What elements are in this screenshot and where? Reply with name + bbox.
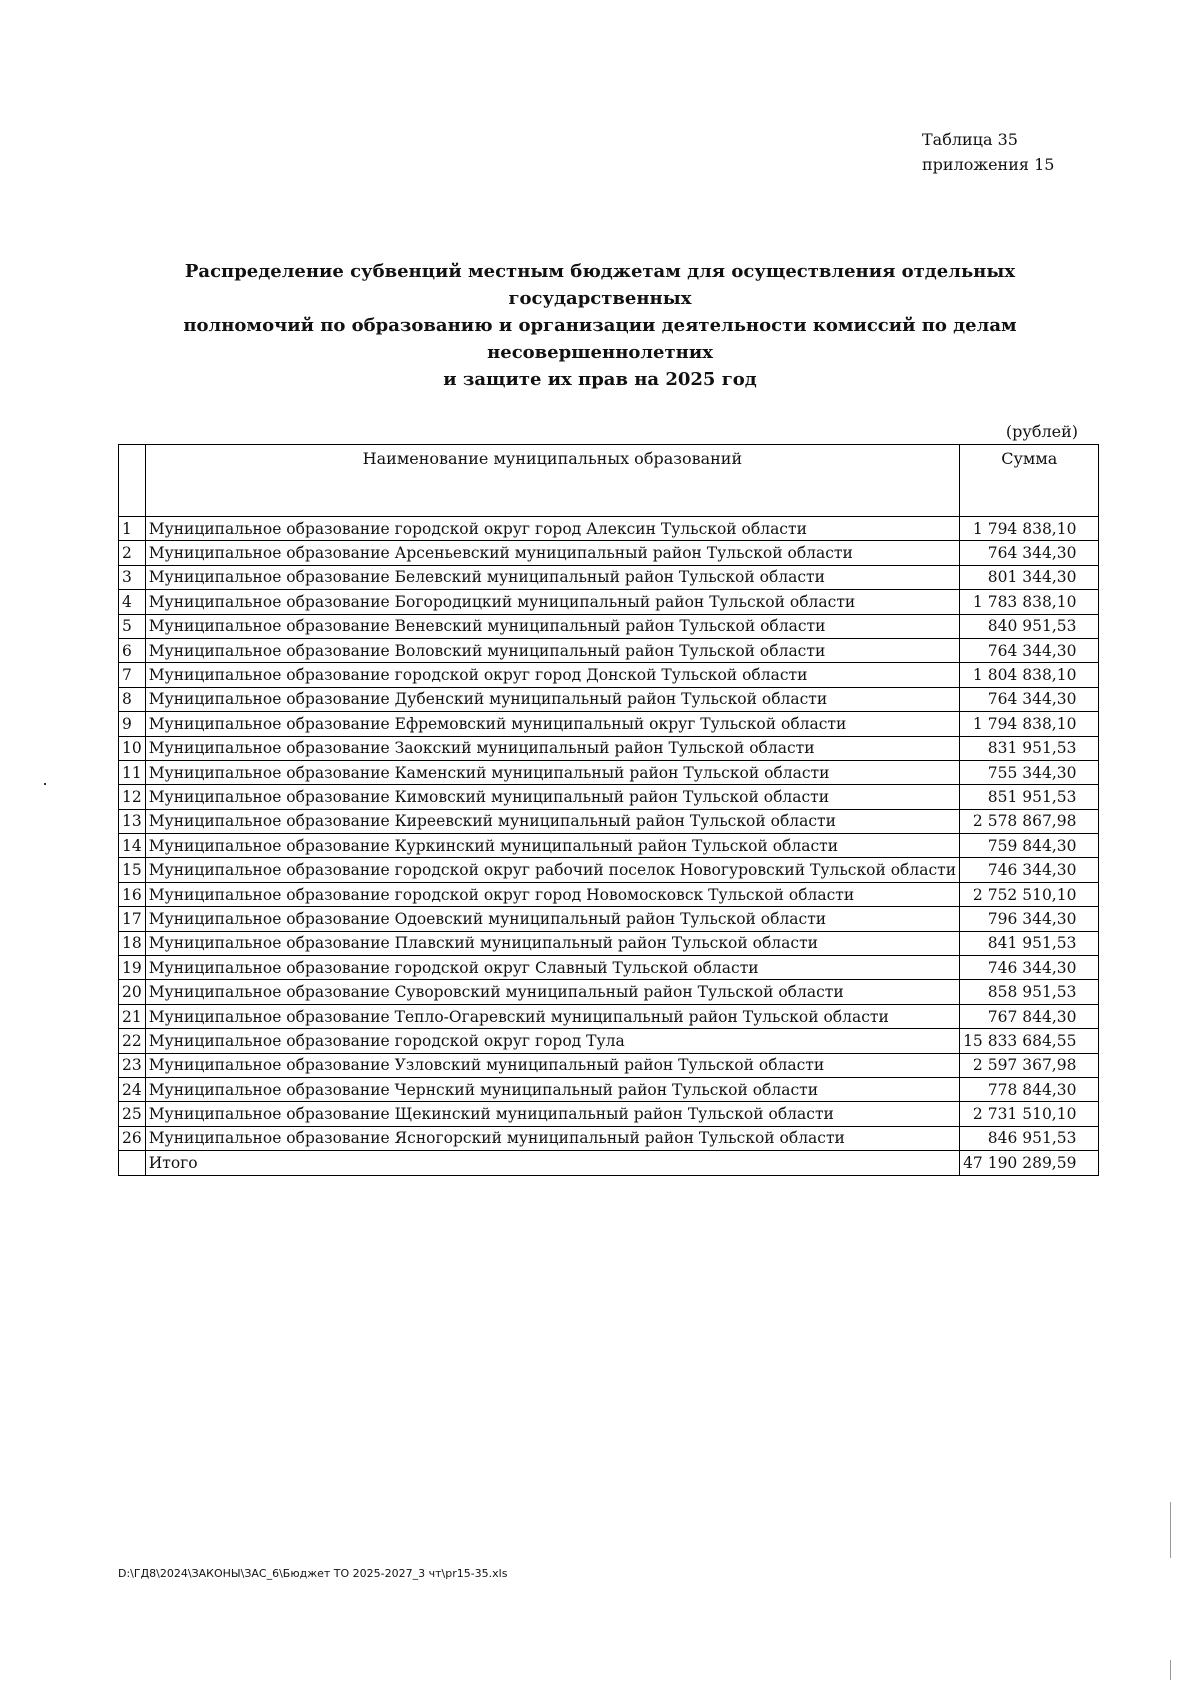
row-number: 14 (119, 834, 146, 858)
row-name: Муниципальное образование Заокский муниципальный район Тульской области (145, 736, 959, 760)
row-sum: 801 344,30 (960, 565, 1099, 589)
row-name: Муниципальное образование городской округ город Новомосковск Тульской области (145, 882, 959, 906)
row-name: Муниципальное образование Ефремовский муниципальный округ Тульской области (145, 712, 959, 736)
total-row (119, 1151, 1099, 1175)
row-sum: 841 951,53 (960, 931, 1099, 955)
row-sum: 759 844,30 (960, 834, 1099, 858)
total-label: Итого (145, 1151, 959, 1175)
row-name: Муниципальное образование Дубенский муниципальный район Тульской области (145, 687, 959, 711)
row-name: Муниципальное образование Каменский муниципальный район Тульской области (145, 760, 959, 784)
row-number: 26 (119, 1126, 146, 1150)
row-sum: 831 951,53 (960, 736, 1099, 760)
table-row (119, 907, 1099, 931)
title-line-2: полномочий по образованию и организации деятельности комиссий по делам несовершеннолетних (183, 315, 1017, 363)
total-number (119, 1151, 146, 1175)
total-sum: 47 190 289,59 (960, 1151, 1099, 1175)
row-name: Муниципальное образование городской округ город Алексин Тульской области (145, 517, 959, 541)
row-name: Муниципальное образование городской округ рабочий поселок Новогуровский Тульской области (145, 858, 959, 882)
row-number: 16 (119, 882, 146, 906)
header-name: Наименование муниципальных образований (145, 445, 959, 517)
row-sum: 764 344,30 (960, 541, 1099, 565)
row-sum: 764 344,30 (960, 638, 1099, 662)
table-row (119, 956, 1099, 980)
row-number: 1 (119, 517, 146, 541)
table-row (119, 663, 1099, 687)
row-number: 20 (119, 980, 146, 1004)
row-name: Муниципальное образование Воловский муниципальный район Тульской области (145, 638, 959, 662)
row-name: Муниципальное образование городской округ город Тула (145, 1029, 959, 1053)
row-number: 24 (119, 1077, 146, 1101)
row-name: Муниципальное образование Киреевский муниципальный район Тульской области (145, 809, 959, 833)
table-row (119, 809, 1099, 833)
header-sum: Сумма (960, 445, 1099, 517)
row-sum: 746 344,30 (960, 956, 1099, 980)
row-name: Муниципальное образование Куркинский муниципальный район Тульской области (145, 834, 959, 858)
row-name: Муниципальное образование Тепло-Огаревский муниципальный район Тульской области (145, 1004, 959, 1028)
row-name: Муниципальное образование городской округ Славный Тульской области (145, 956, 959, 980)
row-sum: 746 344,30 (960, 858, 1099, 882)
table-header-row (119, 445, 1099, 517)
row-sum: 2 752 510,10 (960, 882, 1099, 906)
row-number: 7 (119, 663, 146, 687)
table-row (119, 980, 1099, 1004)
table-row (119, 541, 1099, 565)
table-row (119, 1053, 1099, 1077)
scan-dot (44, 783, 46, 785)
table-number-label: Таблица 35 (922, 130, 1018, 149)
row-name: Муниципальное образование Суворовский муниципальный район Тульской области (145, 980, 959, 1004)
row-name: Муниципальное образование Кимовский муниципальный район Тульской области (145, 785, 959, 809)
row-number: 12 (119, 785, 146, 809)
row-sum: 15 833 684,55 (960, 1029, 1099, 1053)
appendix-label: приложения 15 (922, 155, 1055, 174)
table-row (119, 590, 1099, 614)
table-row (119, 931, 1099, 955)
scan-edge-line (1170, 1502, 1171, 1558)
row-number: 19 (119, 956, 146, 980)
row-number: 18 (119, 931, 146, 955)
unit-label: (рублей) (1005, 422, 1078, 441)
row-name: Муниципальное образование Щекинский муниципальный район Тульской области (145, 1102, 959, 1126)
row-sum: 1 794 838,10 (960, 712, 1099, 736)
row-number: 2 (119, 541, 146, 565)
table-row (119, 858, 1099, 882)
table-row (119, 736, 1099, 760)
title-line-1: Распределение субвенций местным бюджетам для осуществления отдельных государственных (184, 261, 1016, 309)
row-sum: 2 597 367,98 (960, 1053, 1099, 1077)
row-name: Муниципальное образование Одоевский муниципальный район Тульской области (145, 907, 959, 931)
row-sum: 1 783 838,10 (960, 590, 1099, 614)
table-row (119, 614, 1099, 638)
file-path-footer: D:\ГД8\2024\ЗАКОНЫ\ЗАС_6\Бюджет ТО 2025-2027_3 чт\pr15-35.xls (118, 1567, 508, 1580)
row-sum: 2 731 510,10 (960, 1102, 1099, 1126)
row-number: 13 (119, 809, 146, 833)
row-number: 25 (119, 1102, 146, 1126)
row-number: 11 (119, 760, 146, 784)
row-sum: 1 804 838,10 (960, 663, 1099, 687)
table-row (119, 1102, 1099, 1126)
table-row (119, 687, 1099, 711)
row-number: 9 (119, 712, 146, 736)
row-sum: 840 951,53 (960, 614, 1099, 638)
row-number: 10 (119, 736, 146, 760)
row-number: 21 (119, 1004, 146, 1028)
table-row (119, 1126, 1099, 1150)
scan-edge-line-lower (1170, 1660, 1171, 1680)
table-row (119, 834, 1099, 858)
row-name: Муниципальное образование Богородицкий муниципальный район Тульской области (145, 590, 959, 614)
row-number: 5 (119, 614, 146, 638)
row-sum: 764 344,30 (960, 687, 1099, 711)
row-name: Муниципальное образование городской округ город Донской Тульской области (145, 663, 959, 687)
row-name: Муниципальное образование Веневский муниципальный район Тульской области (145, 614, 959, 638)
row-number: 4 (119, 590, 146, 614)
row-number: 6 (119, 638, 146, 662)
row-sum: 755 344,30 (960, 760, 1099, 784)
row-sum: 767 844,30 (960, 1004, 1099, 1028)
document-title (110, 258, 1090, 393)
row-name: Муниципальное образование Чернский муниципальный район Тульской области (145, 1077, 959, 1101)
table-row (119, 517, 1099, 541)
row-number: 17 (119, 907, 146, 931)
row-number: 22 (119, 1029, 146, 1053)
table-row (119, 1004, 1099, 1028)
row-number: 3 (119, 565, 146, 589)
row-sum: 778 844,30 (960, 1077, 1099, 1101)
row-number: 23 (119, 1053, 146, 1077)
table-row (119, 712, 1099, 736)
table-row (119, 785, 1099, 809)
row-name: Муниципальное образование Плавский муниципальный район Тульской области (145, 931, 959, 955)
row-name: Муниципальное образование Арсеньевский муниципальный район Тульской области (145, 541, 959, 565)
table-row (119, 760, 1099, 784)
row-number: 15 (119, 858, 146, 882)
distribution-table (118, 444, 1099, 1176)
row-sum: 2 578 867,98 (960, 809, 1099, 833)
row-sum: 796 344,30 (960, 907, 1099, 931)
row-sum: 1 794 838,10 (960, 517, 1099, 541)
row-sum: 858 951,53 (960, 980, 1099, 1004)
table-row (119, 1029, 1099, 1053)
row-name: Муниципальное образование Узловский муниципальный район Тульской области (145, 1053, 959, 1077)
header-number (119, 445, 146, 517)
row-name: Муниципальное образование Белевский муниципальный район Тульской области (145, 565, 959, 589)
table-row (119, 638, 1099, 662)
row-name: Муниципальное образование Ясногорский муниципальный район Тульской области (145, 1126, 959, 1150)
row-number: 8 (119, 687, 146, 711)
table-reference (922, 127, 1054, 177)
table-row (119, 1077, 1099, 1101)
row-sum: 846 951,53 (960, 1126, 1099, 1150)
row-sum: 851 951,53 (960, 785, 1099, 809)
table-row (119, 882, 1099, 906)
title-line-3: и защите их прав на 2025 год (443, 369, 757, 390)
table-row (119, 565, 1099, 589)
